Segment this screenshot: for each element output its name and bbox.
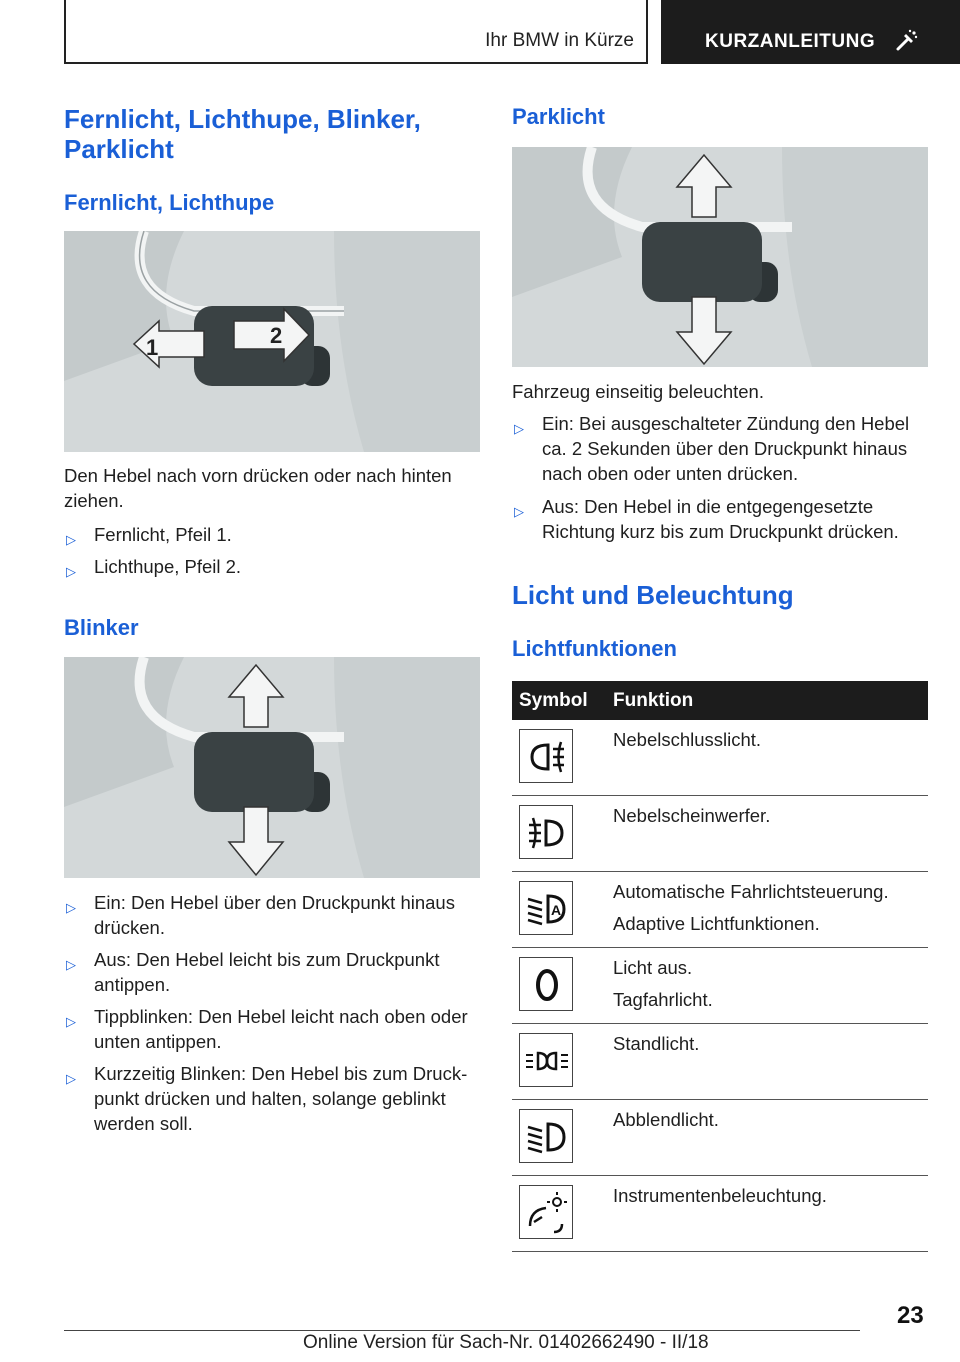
footer-divider [64, 1330, 860, 1331]
list-item: ▷ Tippblinken: Den Hebel leicht nach oben oder unten antippen. [66, 1006, 468, 1052]
function-text: Tagfahrlicht. [613, 989, 713, 1010]
table-row [512, 1176, 928, 1252]
column-header-function: Funktion [613, 690, 694, 711]
tool-icon [895, 28, 919, 52]
arrow-label-1: 1 [146, 335, 159, 360]
parking-light-icon [519, 1033, 573, 1087]
bullet-triangle-icon: ▷ [66, 1014, 76, 1029]
table-row [512, 720, 928, 796]
fernlicht-illustration [64, 231, 480, 452]
fernlicht-intro: Den Hebel nach vorn drücken oder nach hinten ziehen. [64, 465, 452, 511]
table-row [512, 1100, 928, 1176]
bullet-triangle-icon: ▷ [514, 504, 524, 519]
table-row [512, 948, 928, 1024]
footer-text: Online Version für Sach-Nr. 01402662490 - II/18 [303, 1332, 709, 1353]
rear-fog-light-icon [519, 729, 573, 783]
header-chapter-title: KURZANLEITUNG [705, 31, 876, 52]
bullet-triangle-icon: ▷ [66, 900, 76, 915]
page-number: 23 [897, 1302, 924, 1329]
page-title: Fernlicht, Lichthupe, Blinker, Parklicht [64, 104, 421, 164]
bullet-triangle-icon: ▷ [66, 1071, 76, 1086]
front-fog-light-icon [519, 805, 573, 859]
header-section-title: Ihr BMW in Kürze [485, 30, 634, 51]
function-text: Automatische Fahrlichtsteuerung. [613, 881, 889, 902]
list-item: ▷ Lichthupe, Pfeil 2. [64, 554, 480, 579]
table-header [512, 681, 928, 720]
function-text: Licht aus. [613, 957, 693, 978]
list-item: ▷ Aus: Den Hebel in die entgegengesetzte Richtung kurz bis zum Druckpunkt drücken. [514, 496, 899, 542]
bullet-triangle-icon: ▷ [66, 532, 76, 547]
function-text: Standlicht. [613, 1033, 700, 1054]
function-text: Instrumentenbeleuchtung. [613, 1185, 827, 1206]
low-beam-icon [519, 1109, 573, 1163]
list-item: ▷ Aus: Den Hebel leicht bis zum Druckpunkt antippen. [66, 949, 440, 995]
function-text: Abblendlicht. [613, 1109, 719, 1130]
list-item: ▷ Ein: Bei ausgeschalteter Zündung den Hebel ca. 2 Sekunden über den Druckpunkt hinaus nach oben oder unten drücken. [514, 413, 910, 484]
header-chapter-tab [661, 0, 960, 64]
auto-headlight-icon [519, 881, 573, 935]
instrument-lighting-icon [519, 1185, 573, 1239]
arrow-label-2: 2 [270, 323, 283, 348]
list-item: ▷ Kurzzeitig Blinken: Den Hebel bis zum Druck-punkt drücken und halten, solange geblinkt werden soll. [66, 1063, 468, 1134]
function-text: Nebelschlusslicht. [613, 729, 762, 750]
list-item: ▷ Fernlicht, Pfeil 1. [64, 522, 480, 547]
parklicht-intro: Fahrzeug einseitig beleuchten. [512, 381, 764, 402]
section-heading-fernlicht: Fernlicht, Lichthupe [64, 190, 275, 215]
bullet-triangle-icon: ▷ [66, 564, 76, 579]
lights-off-icon [519, 957, 573, 1011]
parklicht-illustration [512, 147, 928, 367]
section-heading-licht: Licht und Beleuchtung [512, 580, 794, 610]
column-header-symbol: Symbol [519, 690, 588, 711]
svg-text:A: A [551, 902, 562, 918]
list-item: ▷ Ein: Den Hebel über den Druckpunkt hinaus drücken. [66, 892, 455, 938]
bullet-triangle-icon: ▷ [514, 421, 524, 436]
subheading-lichtfunktionen: Lichtfunktionen [512, 636, 677, 661]
function-text: Nebelscheinwerfer. [613, 805, 771, 826]
function-text: Adaptive Lichtfunktionen. [613, 913, 820, 934]
table-row [512, 1024, 928, 1100]
bullet-triangle-icon: ▷ [66, 957, 76, 972]
blinker-illustration [64, 657, 480, 878]
table-row [512, 796, 928, 872]
section-heading-blinker: Blinker [64, 615, 139, 640]
section-heading-parklicht: Parklicht [512, 104, 605, 129]
light-functions-table [512, 681, 928, 1252]
table-row [512, 872, 928, 948]
